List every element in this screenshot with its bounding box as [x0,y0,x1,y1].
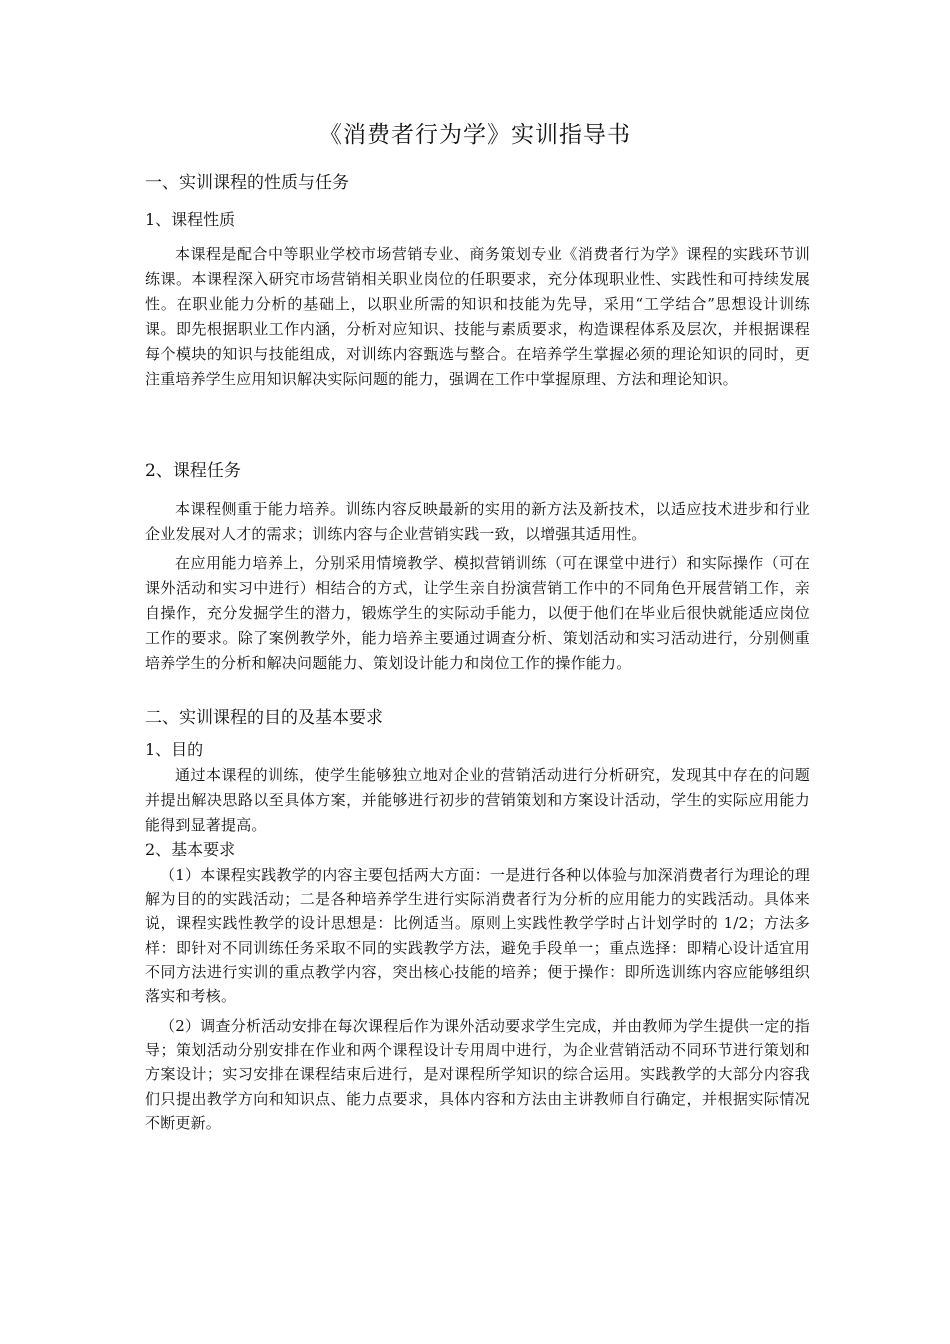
section-1-1-paragraph: 本课程是配合中等职业学校市场营销专业、商务策划专业《消费者行为学》课程的实践环节训练课。本课程深入研究市场营销相关职业岗位的任职要求，充分体现职业性、实践性和可持续发展性。在职业能力分析的基础上，以职业所需的知识和技能为先导，采用“工学结合”思想设计训练课。即先根据职业工作内涵，分析对应知识、技能与素质要求，构造课程体系及层次，并根据课程每个模块的知识与技能组成，对训练内容甄选与整合。在培养学生掌握必须的理论知识的同时，更注重培养学生应用知识解决实际问题的能力，强调在工作中掌握原理、方法和理论知识。 [145,245,810,388]
section-1-2-paragraph-1: 本课程侧重于能力培养。训练内容反映最新的实用的新方法及新技术，以适应技术进步和行业企业发展对人才的需求；训练内容与企业营销实践一致，以增强其适用性。 [145,500,810,543]
section-1-heading: 一、实训课程的性质与任务 [145,173,349,193]
section-2-1-paragraph: 通过本课程的训练，使学生能够独立地对企业的营销活动进行分析研究，发现其中存在的问题并提出解决思路以至具体方案，并能够进行初步的营销策划和方案设计活动，学生的实际应用能力能得到显著提高。 [145,766,810,834]
document-title: 《消费者行为学》实训指导书 [319,122,631,148]
section-2-2-heading: 2、基本要求 [145,840,236,859]
section-1-2-paragraph-2: 在应用能力培养上，分别采用情境教学、模拟营销训练（可在课堂中进行）和实际操作（可在课外活动和实习中进行）相结合的方式，让学生亲自扮演营销工作中的不同角色开展营销工作，亲自操作，充分发掘学生的潜力，锻炼学生的实际动手能力，以便于他们在毕业后很快就能适应岗位工作的要求。除了案例教学外，能力培养主要通过调查分析、策划活动和实习活动进行，分别侧重培养学生的分析和解决问题能力、策划设计能力和岗位工作的操作能力。 [145,554,810,672]
section-2-heading: 二、实训课程的目的及基本要求 [145,708,383,728]
section-2-2-paragraph-2: （2）调查分析活动安排在每次课程后作为课外活动要求学生完成，并由教师为学生提供一定的指导；策划活动分别安排在作业和两个课程设计专用周中进行，为企业营销活动不同环节进行策划和方案设计；实习安排在课程结束后进行，是对课程所学知识的综合运用。实践教学的大部分内容我们只提出教学方向和知识点、能力点要求，具体内容和方法由主讲教师自行确定，并根据实际情况不断更新。 [145,1017,810,1132]
section-2-1-heading: 1、目的 [145,740,204,759]
section-1-1-heading: 1、课程性质 [145,210,236,229]
section-1-2-heading: 2、课程任务 [145,461,241,481]
section-2-2-paragraph-1: （1）本课程实践教学的内容主要包括两大方面：一是进行各种以体验与加深消费者行为理论的理解为目的的实践活动；二是各种培养学生进行实际消费者行为分析的应用能力的实践活动。具体来说，课程实践性教学的设计思想是：比例适当。原则上实践性教学学时占计划学时的 1/2；方法多样：即针对不同训练任务采取不同的实践教学方法，避免手段单一；重点选择：即精心设计适宜用不同方法进行实训的重点教学内容，突出核心技能的培养；便于操作：即所选训练内容应能够组织落实和考核。 [145,866,810,1006]
